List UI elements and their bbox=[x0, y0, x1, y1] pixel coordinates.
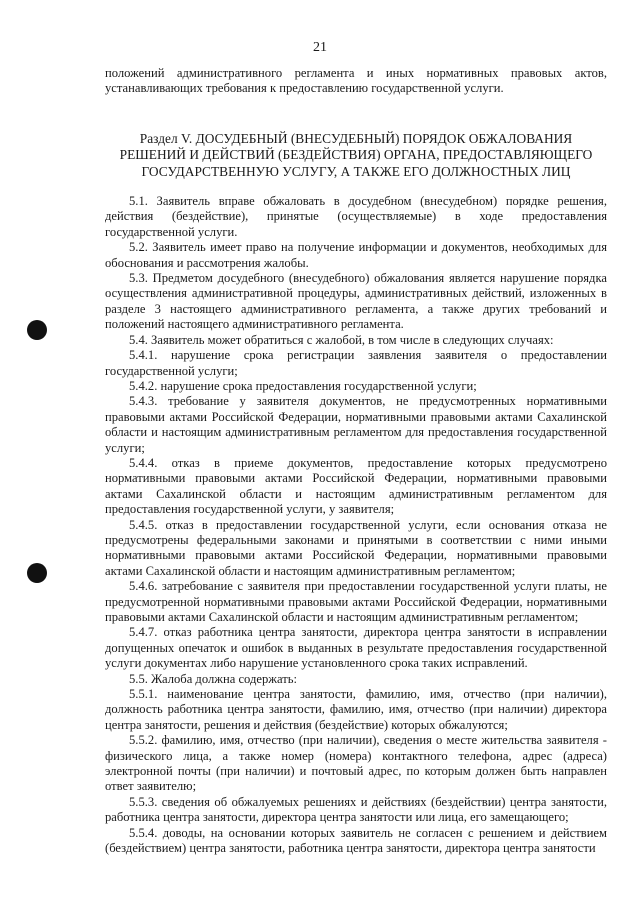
paragraph: 5.5.1. наименование центра занятости, фамилию, имя, отчество (при наличии), должность работника центра занятости, фамилию, имя, отчество (при наличии) директора центра занятости, решения и действия (бездействие) которых обжалуются; bbox=[105, 687, 607, 732]
paragraph: 5.5.2. фамилию, имя, отчество (при наличии), сведения о месте жительства заявителя - физического лица, а также номер (номера) контактного телефона, адрес (адреса) электронной почты (при наличии) и почтовый адрес, по которым должен быть направлен ответ заявителю; bbox=[105, 733, 607, 794]
paragraph: 5.4.7. отказ работника центра занятости, директора центра занятости в исправлении допущенных опечаток и ошибок в выданных в результате предоставления государственной услуги документах либо нарушение установленного срока таких исправлений. bbox=[105, 625, 607, 671]
section-heading: Раздел V. ДОСУДЕБНЫЙ (ВНЕСУДЕБНЫЙ) ПОРЯДОК ОБЖАЛОВАНИЯ РЕШЕНИЙ И ДЕЙСТВИЙ (БЕЗДЕЙСТВИЯ) ОРГАНА, ПРЕДОСТАВЛЯЮЩЕГО ГОСУДАРСТВЕННУЮ УСЛУГУ, А ТАКЖЕ ЕГО ДОЛЖНОСТНЫХ ЛИЦ bbox=[119, 130, 593, 179]
punch-hole bbox=[27, 320, 47, 340]
punch-hole bbox=[27, 563, 47, 583]
paragraph: 5.3. Предметом досудебного (внесудебного) обжалования является нарушение порядка осуществления административной процедуры, административных действий, изложенных в разделе 3 настоящего административного регламента, а также других требований и положений настоящего административного регламента. bbox=[105, 271, 607, 332]
paragraph: 5.5.3. сведения об обжалуемых решениях и действиях (бездействии) центра занятости, работника центра занятости, директора центра занятости или лица, его замещающего; bbox=[105, 794, 607, 825]
paragraph: 5.4.3. требование у заявителя документов, не предусмотренных нормативными правовыми актами Российской Федерации, нормативными правовыми актами Сахалинской области и настоящим административным регламентом для предоставления государственной услуги; bbox=[105, 394, 607, 455]
document-body bbox=[105, 66, 607, 857]
paragraph: 5.5. Жалоба должна содержать: bbox=[129, 671, 297, 686]
paragraph: 5.5.4. доводы, на основании которых заявитель не согласен с решением и действием (бездействием) центра занятости, работника центра занятости, директора центра занятости bbox=[105, 825, 607, 856]
paragraph: 5.4.2. нарушение срока предоставления государственной услуги; bbox=[129, 378, 477, 393]
paragraph: 5.4.5. отказ в предоставлении государственной услуги, если основания отказа не предусмотрены федеральными законами и принятыми в соответствии с ними иными нормативными правовыми актами Российской Федерации, нормативными правовыми актами Сахалинской области и настоящим административным регламентом; bbox=[105, 517, 607, 578]
paragraph: 5.4.1. нарушение срока регистрации заявления заявителя о предоставлении государственной услуги; bbox=[105, 348, 607, 378]
intro-paragraph: положений административного регламента и иных нормативных правовых актов, устанавливающих требования к предоставлению государственной услуги. bbox=[105, 66, 607, 96]
page-number: 21 bbox=[313, 40, 327, 55]
paragraph-list bbox=[105, 194, 607, 856]
paragraph: 5.4. Заявитель может обратиться с жалобой, в том числе в следующих случаях: bbox=[129, 332, 554, 347]
paragraph: 5.1. Заявитель вправе обжаловать в досудебном (внесудебном) порядке решения, действия (бездействие), принятые (осуществляемые) в ходе предоставления государственной услуги. bbox=[105, 194, 607, 239]
paragraph: 5.4.6. затребование с заявителя при предоставлении государственной услуги платы, не предусмотренной нормативными правовыми актами Российской Федерации, нормативными правовыми актами Сахалинской области и настоящим административным регламентом; bbox=[105, 579, 607, 624]
paragraph: 5.2. Заявитель имеет право на получение информации и документов, необходимых для обоснования и рассмотрения жалобы. bbox=[105, 240, 607, 270]
paragraph: 5.4.4. отказ в приеме документов, предоставление которых предусмотрено нормативными правовыми актами Российской Федерации, нормативными правовыми актами Сахалинской области и настоящим административным регламентом для предоставления государственной услуги, у заявителя; bbox=[105, 455, 607, 517]
